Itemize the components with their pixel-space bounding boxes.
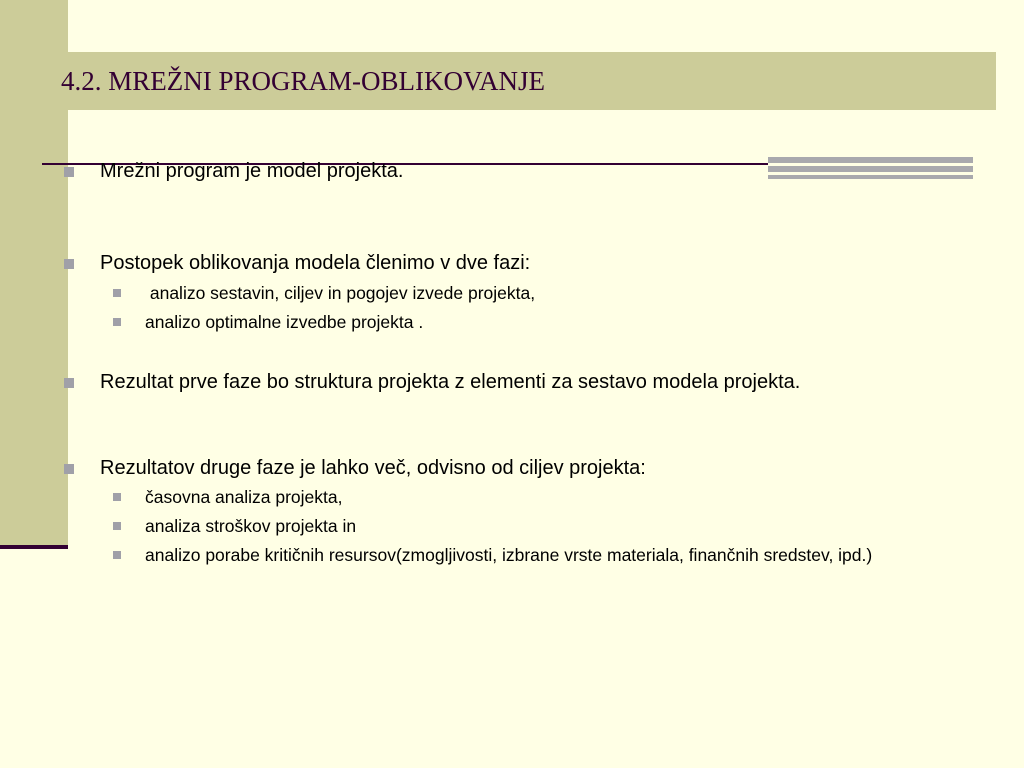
sub-bullet-item <box>113 311 953 334</box>
bullet-text: Rezultat prve faze bo struktura projekta z elementi za sestavo modela projekta. <box>100 371 801 393</box>
bullet-text: Postopek oblikovanja modela členimo v dve fazi: <box>100 252 531 274</box>
square-bullet-icon <box>64 378 74 388</box>
left-decorative-band <box>0 0 68 545</box>
square-bullet-icon <box>113 522 121 530</box>
sub-bullet-text: analizo optimalne izvedbe projekta . <box>145 312 424 332</box>
square-bullet-icon <box>113 551 121 559</box>
sub-bullet-item <box>113 544 933 567</box>
square-bullet-icon <box>64 464 74 474</box>
bullet-text: Mrežni program je model projekta. <box>100 160 404 182</box>
bullet-text: Rezultatov druge faze je lahko več, odvisno od ciljev projekta: <box>100 457 646 479</box>
slide-title: 4.2. MREŽNI PROGRAM-OBLIKOVANJE <box>61 66 546 96</box>
sub-bullet-item <box>113 486 953 509</box>
left-band-rule <box>0 545 68 549</box>
sub-bullet-text: analizo sestavin, ciljev in pogojev izvede projekta, <box>145 283 536 303</box>
square-bullet-icon <box>64 259 74 269</box>
sub-bullet-item <box>113 282 953 305</box>
sub-bullet-text: časovna analiza projekta, <box>145 487 343 507</box>
bullet-item <box>64 456 964 481</box>
square-bullet-icon <box>113 493 121 501</box>
sub-bullet-item <box>113 515 953 538</box>
square-bullet-icon <box>64 167 74 177</box>
bullet-item <box>64 370 944 395</box>
sub-bullet-text: analizo porabe kritičnih resursov(zmogljivosti, izbrane vrste materiala, finančnih sredstev, ipd.) <box>145 545 873 565</box>
sub-bullet-text: analiza stroškov projekta in <box>145 516 357 536</box>
bullet-item <box>64 159 964 184</box>
bullet-item <box>64 251 964 276</box>
square-bullet-icon <box>113 289 121 297</box>
square-bullet-icon <box>113 318 121 326</box>
